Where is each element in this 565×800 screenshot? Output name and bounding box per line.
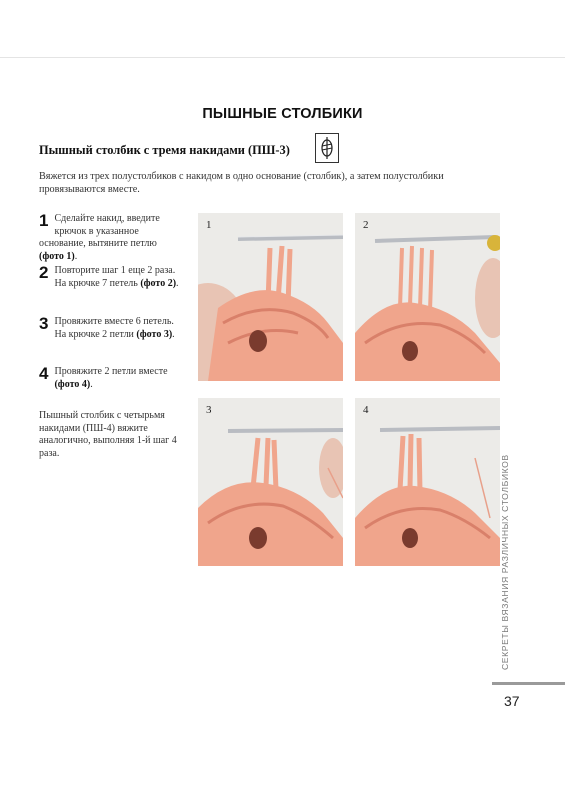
step-photo-ref: (фото 3) [136,328,173,340]
step-number: 2 [39,263,49,282]
photo-label: 4 [363,404,369,416]
step-3 [39,316,184,341]
intro-text: Вяжется из трех полустолбиков с накидом в одно основание (столбик), а затем полустолбики провязываются вместе. [39,171,444,195]
photo-label: 1 [206,219,212,231]
stitch-symbol-icon [315,133,339,163]
top-rule [0,57,565,58]
photo-label: 2 [363,219,369,231]
step-text: Провяжите 2 петли вместе [54,366,168,377]
step-text: Повторите шаг 1 еще 2 раза. На крючке 7 петель [54,265,176,289]
crochet-photo-illustration [355,213,500,381]
photo-2 [355,213,500,381]
page-number: 37 [504,693,520,709]
photo-3 [198,398,343,566]
step-end: . [74,250,78,262]
step-photo-ref: (фото 1) [39,250,75,262]
step-end: . [176,277,179,289]
section-title: ПЫШНЫЕ СТОЛБИКИ [202,106,363,122]
crochet-photo-illustration [198,398,343,566]
photo-4 [355,398,500,566]
side-running-title: СЕКРЕТЫ ВЯЗАНИЯ РАЗЛИЧНЫХ СТОЛБИКОВ [500,454,510,670]
step-2 [39,265,184,290]
crochet-photo-illustration [198,213,343,381]
step-photo-ref: (фото 2) [140,277,177,289]
step-number: 1 [39,211,49,230]
step-end: . [172,328,175,340]
step-1 [39,213,184,263]
step-number: 4 [39,364,49,383]
note-text: Пышный столбик с четырьмя накидами (ПШ-4) вяжите аналогично, выполняя 1-й шаг 4 раза. [39,410,177,459]
step-photo-ref: (фото 4) [54,378,91,390]
step-text: Провяжите вместе 6 петель. На крючке 2 петли [54,316,174,340]
step-text: Сделайте накид, введите крючок в указанное основание, вытяните петлю [39,213,160,249]
subtitle: Пышный столбик с тремя накидами (ПШ-3) [39,143,290,157]
step-number: 3 [39,314,49,333]
page-number-bar [492,682,565,685]
photo-1 [198,213,343,381]
step-end: . [90,378,93,390]
photo-label: 3 [206,404,212,416]
crochet-photo-illustration [355,398,500,566]
step-4 [39,366,184,391]
